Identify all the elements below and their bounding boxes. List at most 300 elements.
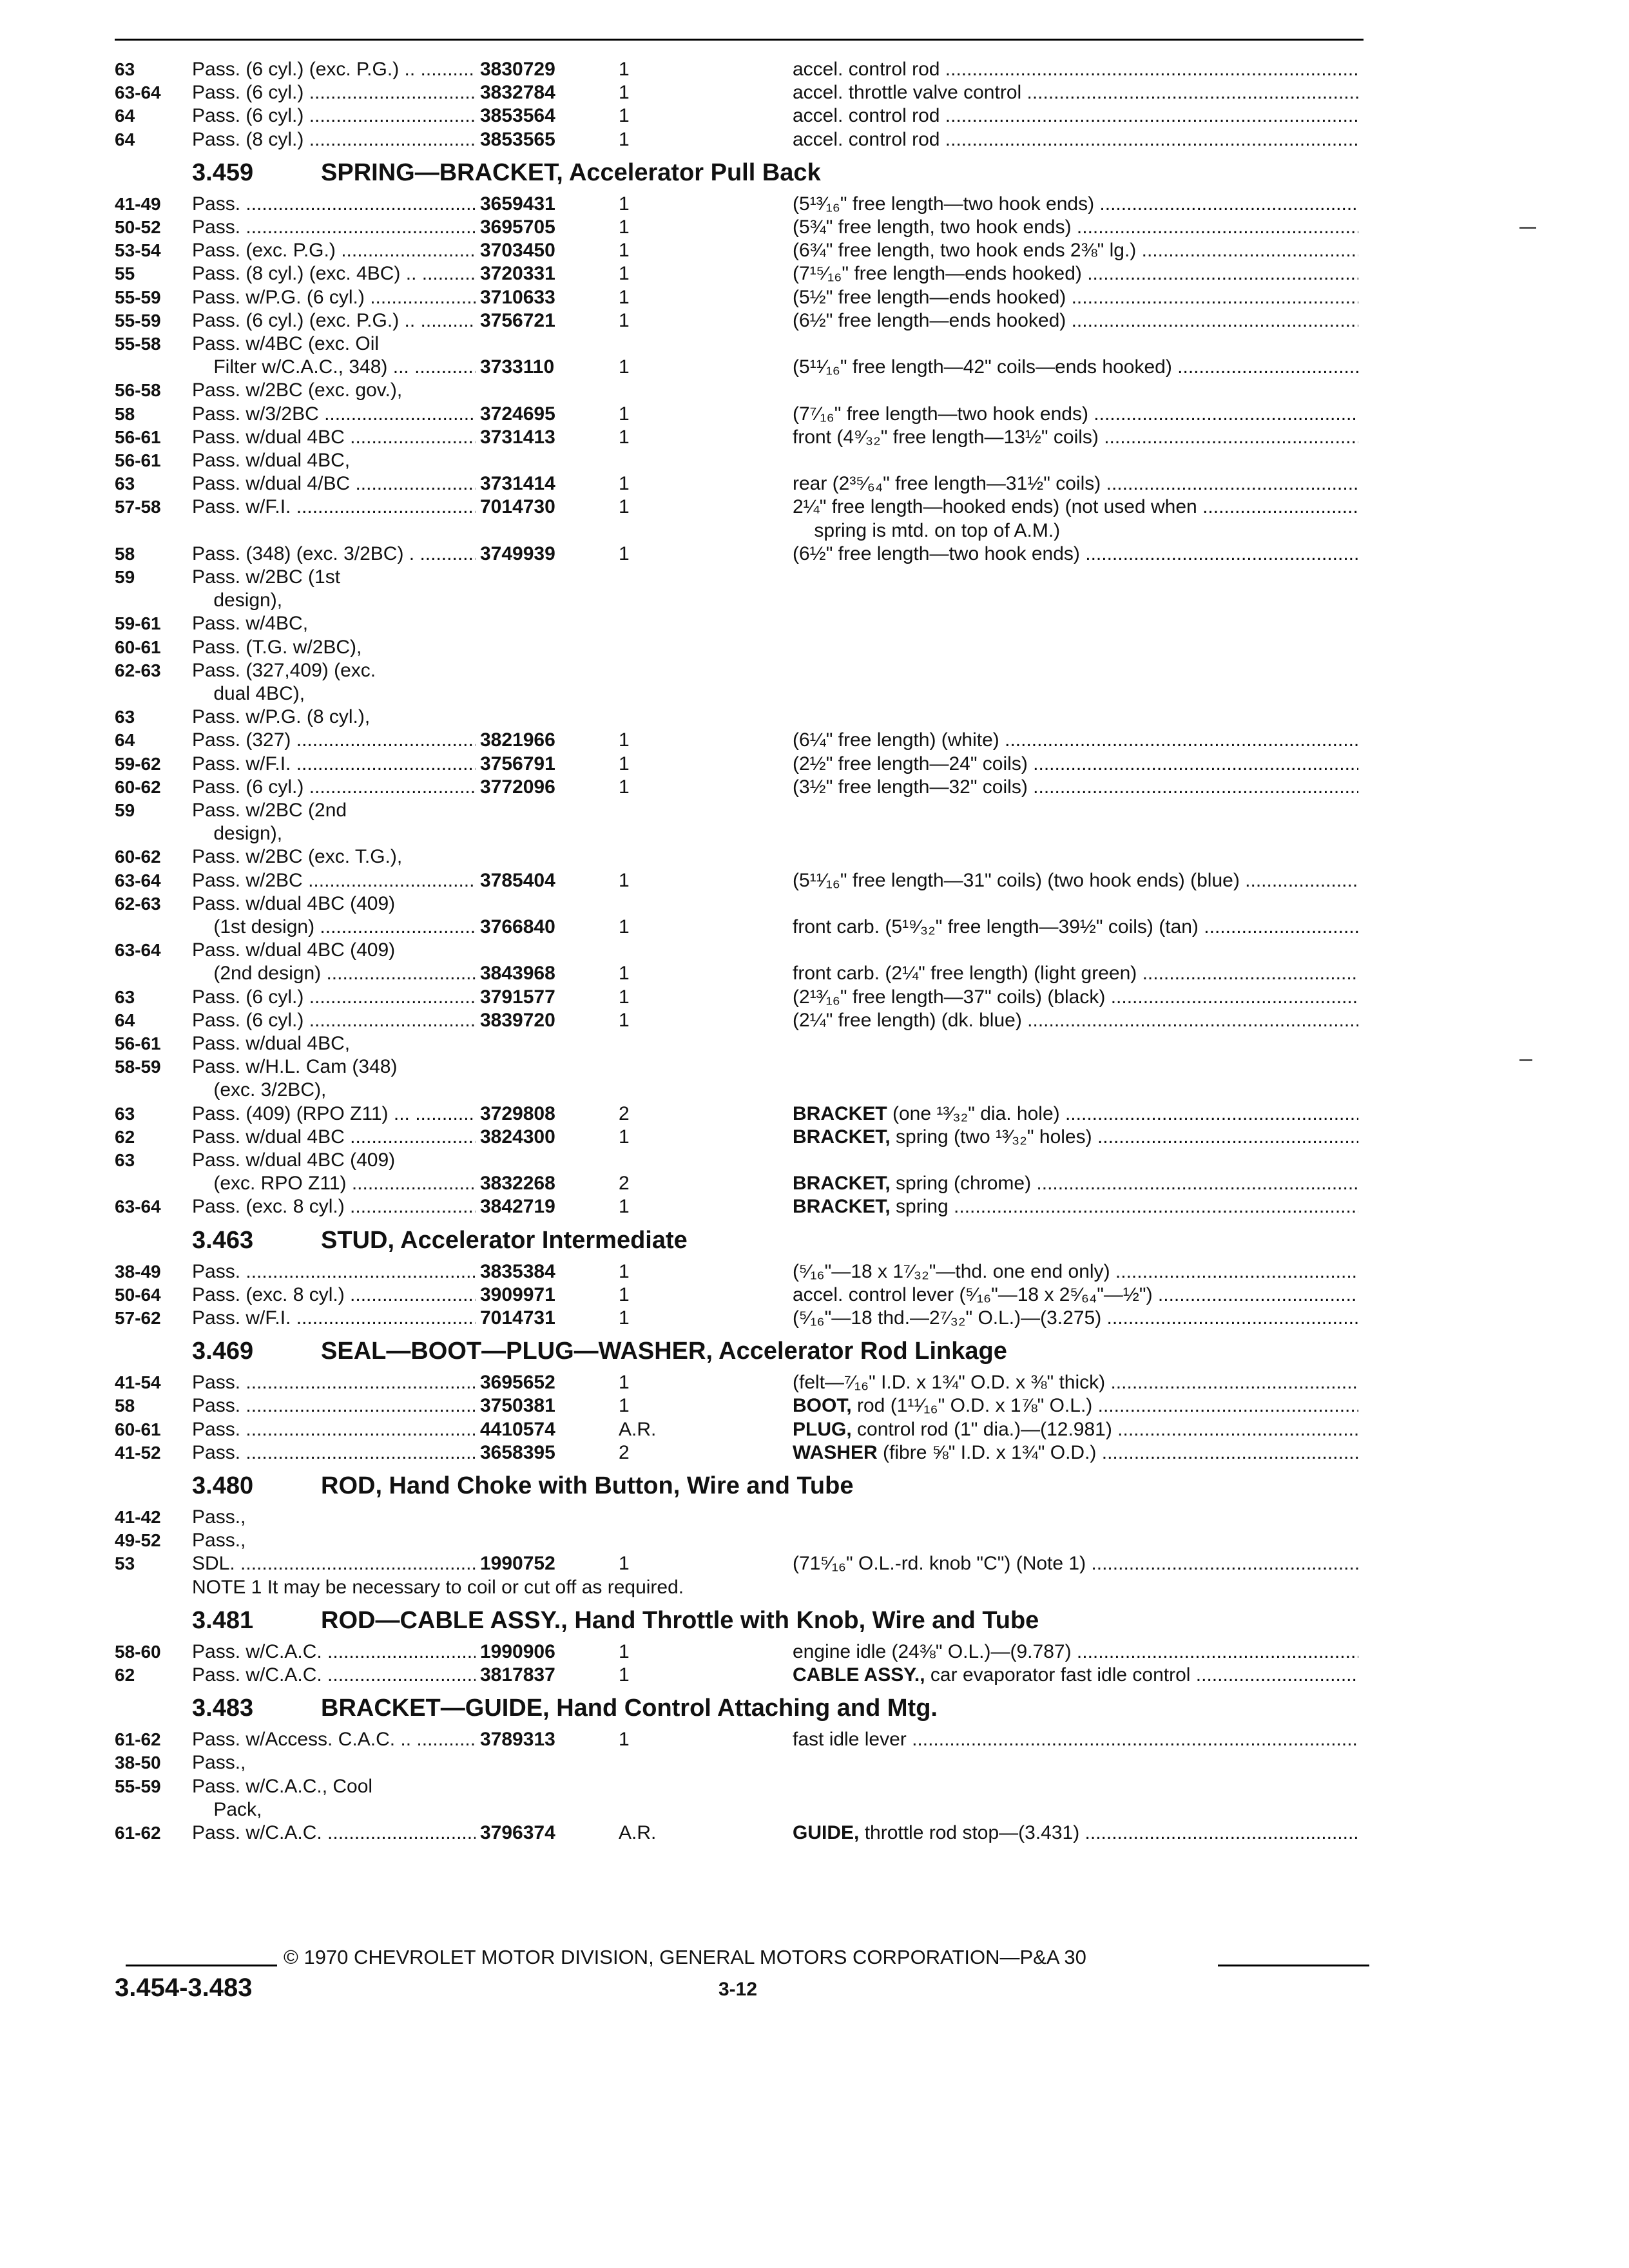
- section-heading: [192, 158, 1352, 187]
- note-text: (6¾" free length, two hook ends 2⅜" lg.): [793, 240, 1137, 262]
- model-years: 38-50: [115, 1753, 161, 1773]
- vehicle-description: design),: [192, 590, 283, 611]
- vehicle-description: Pass. w/2BC (1st: [192, 566, 341, 588]
- part-notes: [793, 1371, 1358, 1394]
- vehicle-description: Pass. .....: [192, 1418, 476, 1441]
- model-years: 49-52: [115, 1530, 161, 1551]
- quantity: 1: [619, 496, 630, 518]
- note-text: accel. throttle valve control: [793, 82, 1022, 104]
- note-text: spring is mtd. on top of A.M.): [793, 519, 1061, 541]
- part-notes: [793, 1307, 1358, 1330]
- quantity: 2: [619, 1441, 630, 1463]
- margin-mark: [1519, 227, 1536, 229]
- quantity: 1: [619, 1664, 630, 1686]
- model-years: 64: [115, 129, 135, 149]
- vehicle-description: Pass. (8 cyl.) .....: [192, 128, 476, 151]
- part-number: 3832784: [480, 82, 555, 104]
- section-heading: [192, 1336, 1352, 1366]
- quantity: 1: [619, 216, 630, 238]
- section-heading: [192, 1225, 1352, 1255]
- quantity: 2: [619, 1102, 630, 1124]
- model-years: 62: [115, 1665, 135, 1685]
- note-text: (2¼" free length) (dk. blue): [793, 1009, 1022, 1031]
- vehicle-description: Pass. .....: [192, 193, 476, 216]
- section-title: BRACKET—GUIDE, Hand Control Attaching and Mtg.: [321, 1695, 938, 1722]
- model-years: 57-58: [115, 497, 161, 517]
- vehicle-description: Pass. (8 cyl.) (exc. 4BC) .. .....: [192, 262, 476, 285]
- quantity: 1: [619, 128, 630, 150]
- note-text: (6¼" free length) (white): [793, 729, 999, 751]
- part-notes: [793, 1664, 1358, 1687]
- quantity: 1: [619, 1126, 630, 1148]
- copyright-text: © 1970 CHEVROLET MOTOR DIVISION, GENERAL MOTORS CORPORATION—P&A 30: [284, 1946, 1086, 1968]
- model-years: 63-64: [115, 82, 161, 103]
- section-title: ROD—CABLE ASSY., Hand Throttle with Knob, Wire and Tube: [321, 1606, 1039, 1634]
- model-years: 62-63: [115, 893, 161, 914]
- model-years: 61-62: [115, 1729, 161, 1750]
- quantity: 1: [619, 729, 630, 751]
- vehicle-description: Pass. (T.G. w/2BC),: [192, 636, 362, 658]
- section-heading: [192, 1471, 1352, 1501]
- part-notes: [793, 1441, 1358, 1465]
- quantity: 1: [619, 263, 630, 285]
- model-years: 61-62: [115, 1823, 161, 1843]
- model-years: 64: [115, 730, 135, 751]
- section-title: SPRING—BRACKET, Accelerator Pull Back: [321, 159, 821, 186]
- vehicle-description: Pass. (327,409) (exc.: [192, 659, 376, 681]
- model-years: 64: [115, 106, 135, 126]
- vehicle-description: Pass. (exc. 8 cyl.) .....: [192, 1283, 476, 1307]
- quantity: A.R.: [619, 1418, 657, 1440]
- part-notes: [793, 1009, 1358, 1032]
- part-notes: [793, 869, 1358, 892]
- note-text: front carb. (2¼" free length) (light green): [793, 963, 1137, 985]
- note-text: rear (2³⁵⁄₆₄" free length—31½" coils): [793, 473, 1101, 495]
- vehicle-description: Pass. w/dual 4BC .....: [192, 1126, 476, 1149]
- part-notes: [793, 916, 1358, 939]
- part-number: 3733110: [480, 356, 555, 378]
- quantity: 1: [619, 1196, 630, 1218]
- part-notes: [793, 1728, 1358, 1751]
- note-text: car evaporator fast idle control: [925, 1664, 1191, 1686]
- model-years: 59: [115, 567, 135, 587]
- part-number: 3830729: [480, 59, 555, 80]
- model-years: 53-54: [115, 240, 161, 261]
- vehicle-description: Pass. (exc. 8 cyl.) .....: [192, 1195, 476, 1218]
- part-notes: [793, 286, 1358, 309]
- vehicle-description: Pass. w/F.I. .....: [192, 753, 476, 776]
- part-number: 3821966: [480, 729, 555, 751]
- vehicle-description: Pass. w/dual 4BC (409): [192, 939, 396, 961]
- quantity: 1: [619, 1372, 630, 1394]
- quantity: 1: [619, 753, 630, 774]
- part-notes: [793, 1195, 1358, 1218]
- part-notes: [793, 729, 1358, 752]
- vehicle-description: Pass. w/4BC,: [192, 613, 309, 635]
- model-years: 58: [115, 1396, 135, 1416]
- part-number: 3796374: [480, 1822, 555, 1843]
- note-text: (5½" free length—ends hooked): [793, 286, 1066, 308]
- vehicle-description: Pass. w/3/2BC .....: [192, 403, 476, 426]
- model-years: 55-58: [115, 334, 161, 354]
- model-years: 56-58: [115, 380, 161, 401]
- model-years: 63: [115, 986, 135, 1007]
- part-name: BRACKET: [793, 1102, 887, 1124]
- note-text: (3½" free length—32" coils): [793, 776, 1028, 798]
- quantity: 1: [619, 82, 630, 104]
- note-text: (⁵⁄₁₆"—18 x 1⁷⁄₃₂"—thd. one end only): [793, 1260, 1110, 1282]
- section-range: 3.454-3.483: [115, 1974, 253, 2002]
- note-text: (one ¹³⁄₃₂" dia. hole): [887, 1102, 1060, 1124]
- note-text: accel. control rod: [793, 128, 940, 150]
- section-heading: [192, 1693, 1352, 1723]
- vehicle-description: Pass. w/dual 4BC,: [192, 450, 351, 471]
- vehicle-description: Pass. w/C.A.C. .....: [192, 1821, 476, 1845]
- part-notes: [793, 262, 1358, 285]
- part-notes: [793, 472, 1358, 495]
- part-number: 3842719: [480, 1196, 555, 1218]
- part-number: 3817837: [480, 1664, 555, 1686]
- part-number: 3703450: [480, 240, 555, 262]
- quantity: 1: [619, 426, 630, 448]
- vehicle-description: Pass. w/2BC (exc. T.G.),: [192, 846, 403, 868]
- quantity: 1: [619, 916, 630, 937]
- model-years: 50-64: [115, 1284, 161, 1305]
- part-name: GUIDE,: [793, 1822, 860, 1843]
- part-number: 3835384: [480, 1260, 555, 1282]
- quantity: 1: [619, 1553, 630, 1575]
- section-title: STUD, Accelerator Intermediate: [321, 1226, 688, 1254]
- note-text: fast idle lever: [793, 1729, 907, 1751]
- part-number: 3853564: [480, 105, 555, 127]
- vehicle-description: Pass. .....: [192, 1371, 476, 1394]
- quantity: 1: [619, 473, 630, 495]
- part-name: PLUG,: [793, 1418, 852, 1440]
- model-years: 62: [115, 1126, 135, 1147]
- quantity: A.R.: [619, 1822, 657, 1843]
- model-years: 63: [115, 1150, 135, 1170]
- quantity: 1: [619, 1307, 630, 1329]
- part-notes: [793, 81, 1358, 104]
- quantity: 1: [619, 105, 630, 127]
- quantity: 1: [619, 1009, 630, 1031]
- note-text: front (4⁹⁄₃₂" free length—13½" coils): [793, 426, 1099, 448]
- vehicle-description: Pass. w/2BC (2nd: [192, 800, 347, 821]
- model-years: 59-61: [115, 613, 161, 634]
- note-text: (2¹³⁄₁₆" free length—37" coils) (black): [793, 986, 1106, 1008]
- model-years: 63: [115, 707, 135, 727]
- page-number: 3-12: [718, 1979, 758, 2000]
- model-years: 63: [115, 59, 135, 79]
- quantity: 1: [619, 356, 630, 378]
- model-years: 60-62: [115, 847, 161, 867]
- section-number: 3.483: [192, 1695, 254, 1722]
- part-number: 3791577: [480, 986, 555, 1008]
- quantity: 1: [619, 1729, 630, 1751]
- note-text: (7¹⁵⁄₁₆" free length—ends hooked): [793, 263, 1082, 285]
- part-number: 1990752: [480, 1553, 555, 1575]
- vehicle-description: SDL. .....: [192, 1552, 476, 1575]
- part-notes: [793, 962, 1358, 985]
- part-name: BOOT,: [793, 1395, 852, 1417]
- part-notes: [793, 58, 1358, 81]
- part-notes: [793, 1821, 1358, 1845]
- vehicle-description: Pass. w/C.A.C., Cool: [192, 1775, 373, 1797]
- part-name: BRACKET,: [793, 1173, 891, 1195]
- model-years: 55-59: [115, 310, 161, 331]
- vehicle-description: Pass. w/H.L. Cam (348): [192, 1056, 398, 1078]
- section-number: 3.480: [192, 1472, 254, 1499]
- vehicle-description: Pass. w/4BC (exc. Oil: [192, 333, 380, 354]
- vehicle-description: Pass. (409) (RPO Z11) ... .....: [192, 1102, 476, 1126]
- section-title: ROD, Hand Choke with Button, Wire and Tube: [321, 1472, 854, 1499]
- quantity: 1: [619, 1283, 630, 1305]
- quantity: 1: [619, 286, 630, 308]
- model-years: 56-61: [115, 427, 161, 447]
- model-years: 55-59: [115, 287, 161, 307]
- vehicle-description: Pass. (6 cyl.) .....: [192, 81, 476, 104]
- note-text: (5¹³⁄₁₆" free length—two hook ends): [793, 193, 1095, 215]
- note-text: control rod (1" dia.)—(12.981): [851, 1418, 1112, 1440]
- part-number: 3659431: [480, 193, 555, 215]
- note-text: (6½" free length—ends hooked): [793, 309, 1066, 331]
- top-rule: [115, 39, 1364, 41]
- quantity: 1: [619, 193, 630, 215]
- model-years: 59: [115, 800, 135, 820]
- section-title: SEAL—BOOT—PLUG—WASHER, Accelerator Rod Linkage: [321, 1338, 1007, 1365]
- vehicle-description: Pass. w/F.I. .....: [192, 495, 476, 519]
- quantity: 1: [619, 869, 630, 891]
- note-text: accel. control rod: [793, 105, 940, 127]
- model-years: 63-64: [115, 1196, 161, 1217]
- part-number: 3724695: [480, 403, 555, 425]
- vehicle-description: Pass. .....: [192, 1260, 476, 1283]
- part-number: 3731413: [480, 426, 555, 448]
- footnote: NOTE 1 It may be necessary to coil or cut off as required.: [192, 1576, 684, 1598]
- section-number: 3.459: [192, 159, 254, 186]
- note-text: (6½" free length—two hook ends): [793, 543, 1080, 564]
- vehicle-description: Pass. (6 cyl.) .....: [192, 1009, 476, 1032]
- note-text: (5¹¹⁄₁₆" free length—31" coils) (two hook ends) (blue): [793, 869, 1240, 891]
- note-text: (felt—⁷⁄₁₆" I.D. x 1¾" O.D. x ⅜" thick): [793, 1372, 1106, 1394]
- part-notes: [793, 403, 1358, 426]
- model-years: 59-62: [115, 753, 161, 774]
- vehicle-description: Pass. w/2BC .....: [192, 869, 476, 892]
- quantity: 1: [619, 986, 630, 1008]
- vehicle-description: design),: [192, 823, 283, 845]
- vehicle-description: Pass. w/dual 4BC (409): [192, 1149, 396, 1171]
- part-notes: [793, 1394, 1358, 1418]
- part-number: 3756791: [480, 753, 555, 774]
- part-number: 3789313: [480, 1729, 555, 1751]
- model-years: 58: [115, 543, 135, 564]
- part-number: 7014730: [480, 496, 555, 518]
- vehicle-description: Pass.,: [192, 1752, 246, 1774]
- part-number: 3750381: [480, 1395, 555, 1417]
- part-number: 4410574: [480, 1418, 555, 1440]
- model-years: 63: [115, 474, 135, 494]
- model-years: 56-61: [115, 450, 161, 470]
- model-years: 63-64: [115, 940, 161, 961]
- part-number: 3658395: [480, 1441, 555, 1463]
- vehicle-description: Pass. w/dual 4BC,: [192, 1033, 351, 1054]
- part-number: 3720331: [480, 263, 555, 285]
- model-years: 58: [115, 403, 135, 424]
- note-text: front carb. (5¹⁹⁄₃₂" free length—39½" coils) (tan): [793, 916, 1199, 937]
- part-number: 3824300: [480, 1126, 555, 1148]
- part-notes: [793, 1283, 1358, 1307]
- vehicle-description: Filter w/C.A.C., 348) ... .....: [192, 356, 476, 379]
- quantity: 2: [619, 1173, 630, 1195]
- part-notes: [793, 216, 1358, 239]
- model-years: 57-62: [115, 1308, 161, 1328]
- model-years: 58-59: [115, 1057, 161, 1077]
- note-text: throttle rod stop—(3.431): [859, 1822, 1080, 1843]
- section-number: 3.463: [192, 1226, 254, 1254]
- footer: [126, 1945, 1369, 1970]
- part-notes: [793, 356, 1358, 379]
- part-number: 3772096: [480, 776, 555, 798]
- footer-rule-left: [126, 1965, 277, 1966]
- part-number: 3731414: [480, 473, 555, 495]
- vehicle-description: Pass.,: [192, 1506, 246, 1528]
- model-years: 41-42: [115, 1507, 161, 1527]
- note-text: (⁵⁄₁₆"—18 thd.—2⁷⁄₃₂" O.L.)—(3.275): [793, 1307, 1102, 1329]
- vehicle-description: Pass. w/C.A.C. .....: [192, 1640, 476, 1664]
- model-years: 60-61: [115, 637, 161, 657]
- note-text: spring (chrome): [890, 1173, 1032, 1195]
- note-text: (fibre ⅝" I.D. x 1¾" O.D.): [877, 1441, 1097, 1463]
- vehicle-description: Pass.,: [192, 1530, 246, 1552]
- vehicle-description: Pass. .....: [192, 1394, 476, 1418]
- vehicle-description: Pass. .....: [192, 1441, 476, 1465]
- part-number: 3729808: [480, 1102, 555, 1124]
- vehicle-description: Pass. w/C.A.C. .....: [192, 1664, 476, 1687]
- section-number: 3.469: [192, 1338, 254, 1365]
- note-text: accel. control lever (⁵⁄₁₆"—18 x 2⁵⁄₆₄"—½"): [793, 1283, 1153, 1305]
- vehicle-description: Pass. .....: [192, 216, 476, 239]
- part-notes: [793, 1418, 1358, 1441]
- vehicle-description: (2nd design) .....: [192, 962, 476, 985]
- part-number: 7014731: [480, 1307, 555, 1329]
- part-notes: [793, 543, 1358, 566]
- model-years: 62-63: [115, 660, 161, 680]
- vehicle-description: (1st design) .....: [192, 916, 476, 939]
- quantity: 1: [619, 963, 630, 985]
- margin-mark: [1519, 1059, 1532, 1061]
- model-years: 38-49: [115, 1261, 161, 1282]
- model-years: 56-61: [115, 1033, 161, 1053]
- part-notes: [793, 1172, 1358, 1195]
- part-notes: [793, 1126, 1358, 1149]
- vehicle-description: Pass. (6 cyl.) .....: [192, 986, 476, 1009]
- model-years: 60-61: [115, 1419, 161, 1439]
- model-years: 41-52: [115, 1442, 161, 1463]
- vehicle-description: Pass. w/F.I. .....: [192, 1307, 476, 1330]
- part-notes: [793, 519, 1358, 543]
- part-notes: [793, 1260, 1358, 1283]
- part-notes: [793, 309, 1358, 332]
- part-name: BRACKET,: [793, 1196, 891, 1218]
- part-number: 3766840: [480, 916, 555, 937]
- quantity: 1: [619, 776, 630, 798]
- vehicle-description: Pass. (6 cyl.) (exc. P.G.) .. .....: [192, 58, 476, 81]
- part-notes: [793, 986, 1358, 1009]
- part-name: WASHER: [793, 1441, 878, 1463]
- part-number: 3695652: [480, 1372, 555, 1394]
- note-text: 2¼" free length—hooked ends) (not used when: [793, 496, 1197, 518]
- vehicle-description: Pass. w/2BC (exc. gov.),: [192, 380, 403, 401]
- note-text: (2½" free length—24" coils): [793, 753, 1028, 774]
- note-text: (7⁷⁄₁₆" free length—two hook ends): [793, 403, 1088, 425]
- model-years: 58-60: [115, 1641, 161, 1662]
- vehicle-description: Pass. (exc. P.G.) .....: [192, 239, 476, 262]
- part-number: 3832268: [480, 1173, 555, 1195]
- model-years: 41-54: [115, 1372, 161, 1393]
- footer-rule-right: [1218, 1965, 1369, 1966]
- note-text: rod (1¹¹⁄₁₆" O.D. x 1⅞" O.L.): [851, 1395, 1093, 1417]
- vehicle-description: Pass. w/P.G. (6 cyl.) .....: [192, 286, 476, 309]
- part-number: 3749939: [480, 543, 555, 564]
- part-number: 3843968: [480, 963, 555, 985]
- part-number: 3785404: [480, 869, 555, 891]
- vehicle-description: (exc. RPO Z11) .....: [192, 1172, 476, 1195]
- model-years: 55-59: [115, 1776, 161, 1796]
- part-name: CABLE ASSY.,: [793, 1664, 925, 1686]
- vehicle-description: Pass. (327) .....: [192, 729, 476, 752]
- vehicle-description: dual 4BC),: [192, 683, 305, 704]
- part-notes: [793, 495, 1358, 519]
- quantity: 1: [619, 1260, 630, 1282]
- model-years: 63-64: [115, 870, 161, 890]
- model-years: 41-49: [115, 193, 161, 214]
- section-heading: [192, 1606, 1352, 1635]
- model-years: 64: [115, 1010, 135, 1030]
- note-text: (5¾" free length, two hook ends): [793, 216, 1072, 238]
- part-notes: [793, 1640, 1358, 1664]
- part-number: 3756721: [480, 309, 555, 331]
- note-text: engine idle (24⅜" O.L.)—(9.787): [793, 1640, 1072, 1662]
- note-text: spring: [890, 1196, 949, 1218]
- quantity: 1: [619, 1395, 630, 1417]
- note-text: (71⁵⁄₁₆" O.L.-rd. knob "C") (Note 1): [793, 1553, 1086, 1575]
- part-notes: [793, 776, 1358, 799]
- part-notes: [793, 193, 1358, 216]
- quantity: 1: [619, 59, 630, 80]
- vehicle-description: Pass. (348) (exc. 3/2BC) . .....: [192, 543, 476, 566]
- vehicle-description: Pass. w/Access. C.A.C. .. .....: [192, 1728, 476, 1751]
- quantity: 1: [619, 240, 630, 262]
- vehicle-description: Pass. w/dual 4BC .....: [192, 426, 476, 449]
- vehicle-description: Pass. w/P.G. (8 cyl.),: [192, 706, 371, 728]
- quantity: 1: [619, 1640, 630, 1662]
- vehicle-description: Pass. (6 cyl.) .....: [192, 776, 476, 799]
- part-number: 1990906: [480, 1640, 555, 1662]
- note-text: accel. control rod: [793, 59, 940, 80]
- part-number: 3853565: [480, 128, 555, 150]
- vehicle-description: Pass. (6 cyl.) (exc. P.G.) .. .....: [192, 309, 476, 332]
- vehicle-description: Pass. w/dual 4/BC .....: [192, 472, 476, 495]
- section-number: 3.481: [192, 1606, 254, 1634]
- vehicle-description: Pass. (6 cyl.) .....: [192, 104, 476, 128]
- part-number: 3710633: [480, 286, 555, 308]
- quantity: 1: [619, 309, 630, 331]
- part-notes: [793, 1552, 1358, 1575]
- vehicle-description: Pass. w/dual 4BC (409): [192, 892, 396, 914]
- model-years: 50-52: [115, 217, 161, 237]
- part-notes: [793, 426, 1358, 449]
- part-name: BRACKET,: [793, 1126, 891, 1148]
